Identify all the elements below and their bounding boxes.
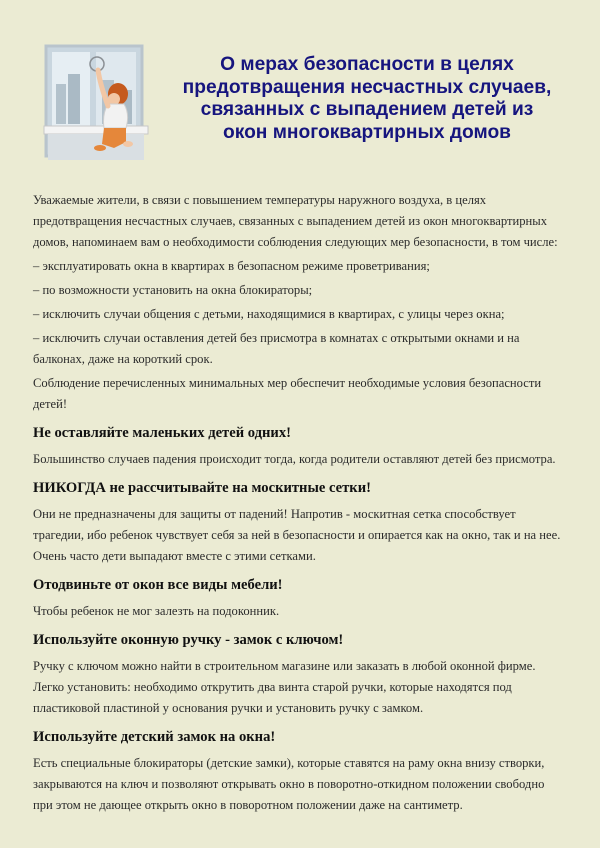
page-title bbox=[160, 54, 574, 144]
section-heading: Используйте детский замок на окна! bbox=[33, 729, 276, 745]
title-line: связанных с выпадением детей из bbox=[200, 99, 534, 121]
measure-item: – исключить случаи общения с детьми, находящимися в квартирах, с улицы через окна; bbox=[33, 307, 505, 321]
section-heading: Используйте оконную ручку - замок с ключом! bbox=[33, 632, 344, 648]
title-line: предотвращения несчастных случаев, bbox=[182, 76, 552, 98]
measure-item: – по возможности установить на окна блокираторы; bbox=[33, 283, 313, 297]
section-heading: Не оставляйте маленьких детей одних! bbox=[33, 425, 291, 441]
measure-item: – исключить случаи оставления детей без присмотра в комнатах с открытыми окнами и на балконах, даже на короткий срок. bbox=[33, 331, 520, 366]
section-text: Есть специальные блокираторы (детские замки), которые ставятся на раму окна внизу створки, закрываются на ключ и позволяют открывать окно в поворотно-откидном положении свободно при этом не дающее открыть окно в поворотном положении даже на сантиметр. bbox=[33, 756, 545, 812]
section-heading: НИКОГДА не рассчитывайте на москитные сетки! bbox=[33, 480, 371, 496]
intro-paragraph: Уважаемые жители, в связи с повышением температуры наружного воздуха, в целях предотвращения несчастных случаев, связанных с выпадением детей из окон многоквартирных домов, напоминаем вам о необходимости соблюдения следующих мер безопасности, в том числе: bbox=[33, 193, 558, 249]
section-text: Большинство случаев падения происходит тогда, когда родители оставляют детей без присмотра. bbox=[33, 452, 556, 466]
summary-paragraph: Соблюдение перечисленных минимальных мер обеспечит необходимые условия безопасности детей! bbox=[33, 376, 542, 411]
child-at-window-illustration bbox=[42, 44, 150, 164]
measure-item: – эксплуатировать окна в квартирах в безопасном режиме проветривания; bbox=[33, 259, 430, 273]
section-heading: Отодвиньте от окон все виды мебели! bbox=[33, 577, 283, 593]
title-line: О мерах безопасности в целях bbox=[220, 54, 514, 75]
title-line: окон многоквартирных домов bbox=[223, 121, 511, 143]
leaflet-body bbox=[33, 190, 563, 819]
section-text: Чтобы ребенок не мог залезть на подоконник. bbox=[33, 604, 280, 618]
section-text: Они не предназначены для защиты от падений! Напротив - москитная сетка способствует трагедии, ибо ребенок чувствует себя за ней в безопасности и опирается как на окно, так и на нее. Очень часто дети выпадают вместе с этими сетками. bbox=[33, 507, 561, 563]
section-text: Ручку с ключом можно найти в строительном магазине или заказать в любой оконной фирме. Легко установить: необходимо открутить два винта старой ручки, которые находятся под пластиковой пластиной у основания ручки и установить ручку с замком. bbox=[33, 659, 536, 715]
